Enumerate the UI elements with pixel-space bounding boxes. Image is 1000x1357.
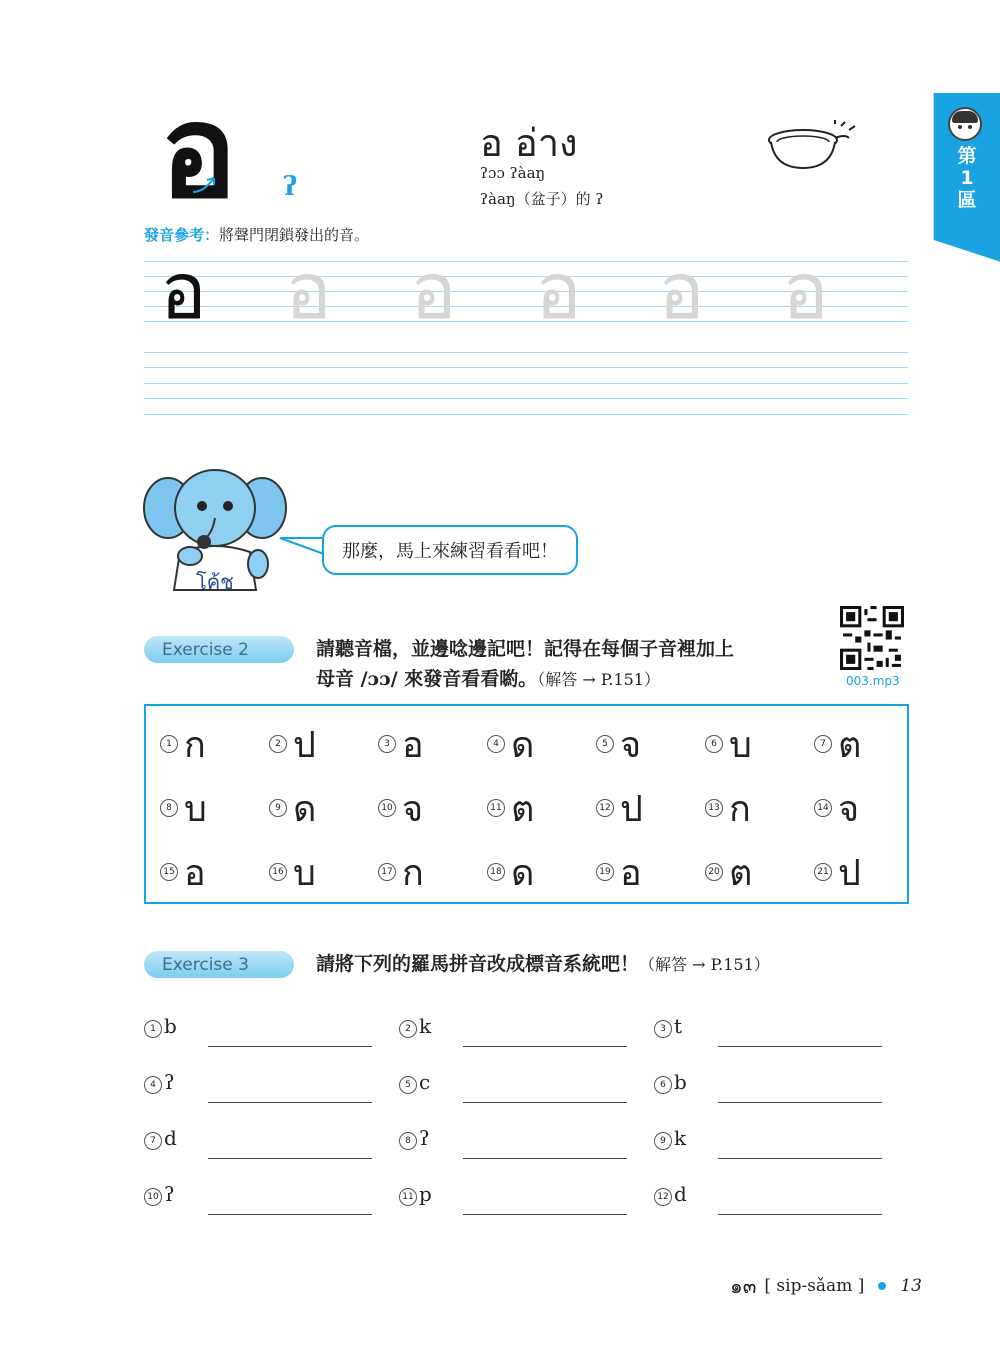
item-number: 17: [378, 863, 396, 881]
speech-bubble-tail: [278, 534, 326, 558]
exercise-2-instruction-line1: 請聽音檔，並邊唸邊記吧！記得在每個子音裡加上: [316, 638, 735, 660]
answer-blank[interactable]: [208, 1214, 372, 1215]
exercise-2-item: [596, 778, 704, 838]
exercise-3-item: [144, 1178, 384, 1218]
item-letter: t: [674, 1014, 683, 1038]
exercise-3-item: [144, 1066, 384, 1106]
example-word-thai: อ อ่าง: [480, 121, 578, 165]
item-number: 9: [269, 799, 287, 817]
item-letter: ก: [402, 852, 424, 894]
answer-blank[interactable]: [718, 1214, 882, 1215]
item-letter: d: [674, 1182, 687, 1206]
page-number: 13: [900, 1276, 922, 1296]
exercise-2-item: [378, 842, 486, 902]
item-letter: ป: [838, 852, 861, 894]
exercise-3-item: [654, 1178, 894, 1218]
consonant-large: อ: [160, 78, 237, 227]
item-letter: k: [674, 1126, 687, 1150]
speech-bubble: [322, 525, 578, 575]
speech-bubble-text: 那麼，馬上來練習看看吧！: [342, 541, 558, 562]
item-letter: ʔ: [164, 1070, 175, 1094]
item-letter: ด: [511, 852, 535, 894]
exercise-2-item: [487, 714, 595, 774]
item-letter: ต: [838, 724, 862, 766]
exercise-2-item: [814, 842, 922, 902]
answer-blank[interactable]: [463, 1046, 627, 1047]
exercise-2-item: [269, 714, 377, 774]
practice-letter-trace: อ: [410, 247, 457, 337]
exercise-3-label: Exercise 3: [144, 951, 294, 978]
item-letter: c: [419, 1070, 431, 1094]
item-number: 3: [378, 735, 396, 753]
exercise-2-instruction-line2: 母音 /ɔɔ/ 來發音看看喲。: [316, 668, 538, 690]
item-number: 11: [487, 799, 505, 817]
pronunciation-hint: [144, 224, 369, 245]
guide-line: [144, 352, 908, 353]
exercise-3-item: [654, 1066, 894, 1106]
exercise-2-item: [596, 842, 704, 902]
exercise-2-item: [596, 714, 704, 774]
item-letter: บ: [184, 788, 207, 830]
footer-romanized: [ sip-sǎam ]: [764, 1276, 865, 1296]
item-letter: จ: [402, 788, 424, 830]
exercise-2-item: [705, 842, 813, 902]
item-number: 14: [814, 799, 832, 817]
item-letter: บ: [293, 852, 316, 894]
item-letter: ด: [293, 788, 317, 830]
basin-illustration-icon: [765, 120, 861, 176]
exercise-2-item: [814, 778, 922, 838]
item-number: 15: [160, 863, 178, 881]
item-letter: ʔ: [419, 1126, 430, 1150]
item-letter: ต: [729, 852, 753, 894]
answer-blank[interactable]: [463, 1214, 627, 1215]
item-number: 11: [399, 1188, 417, 1206]
pronunciation-hint-label: 發音參考：: [144, 226, 220, 244]
exercise-2-answer-ref: （解答 → P.151）: [537, 670, 660, 689]
exercise-3-instruction: [316, 949, 770, 980]
page-footer: [730, 1270, 922, 1302]
item-number: 8: [399, 1132, 417, 1150]
guide-line: [144, 398, 908, 399]
item-number: 7: [814, 735, 832, 753]
item-number: 20: [705, 863, 723, 881]
exercise-2-item: [378, 714, 486, 774]
item-letter: b: [164, 1014, 177, 1038]
item-number: 10: [144, 1188, 162, 1206]
answer-blank[interactable]: [208, 1158, 372, 1159]
guide-line: [144, 367, 908, 368]
answer-blank[interactable]: [463, 1158, 627, 1159]
item-letter: ป: [620, 788, 643, 830]
item-number: 19: [596, 863, 614, 881]
item-letter: อ: [620, 852, 642, 894]
item-number: 12: [596, 799, 614, 817]
item-letter: d: [164, 1126, 177, 1150]
answer-blank[interactable]: [718, 1158, 882, 1159]
item-letter: ก: [729, 788, 751, 830]
exercise-3-item: [654, 1122, 894, 1162]
practice-letter-model: อ: [160, 247, 207, 337]
exercise-3-item: [654, 1010, 894, 1050]
item-letter: k: [419, 1014, 432, 1038]
item-number: 2: [399, 1020, 417, 1038]
pronunciation-hint-text: 將聲門閉鎖發出的音。: [219, 226, 370, 244]
exercise-2-grid: [144, 704, 909, 904]
item-letter: บ: [729, 724, 752, 766]
item-number: 7: [144, 1132, 162, 1150]
stroke-direction-arrow-icon: [190, 170, 222, 196]
example-word-transliteration: ʔɔɔ ʔàaŋ: [480, 164, 546, 182]
answer-blank[interactable]: [208, 1046, 372, 1047]
exercise-2-item: [814, 714, 922, 774]
item-letter: p: [419, 1182, 432, 1206]
exercise-2-item: [160, 778, 268, 838]
exercise-3-answer-ref: （解答 → P.151）: [639, 955, 770, 974]
exercise-3-item: [399, 1010, 639, 1050]
item-letter: ด: [511, 724, 535, 766]
practice-letter-trace: อ: [285, 247, 332, 337]
item-number: 4: [487, 735, 505, 753]
item-letter: ต: [511, 788, 535, 830]
exercise-3-item: [399, 1178, 639, 1218]
exercise-2-item: [705, 778, 813, 838]
item-number: 5: [596, 735, 614, 753]
item-number: 6: [654, 1076, 672, 1094]
item-letter: ป: [293, 724, 316, 766]
item-number: 16: [269, 863, 287, 881]
guide-line: [144, 414, 908, 415]
exercise-2-item: [487, 778, 595, 838]
footer-dot-icon: [878, 1282, 886, 1290]
item-letter: ʔ: [164, 1182, 175, 1206]
exercise-3-item: [144, 1122, 384, 1162]
chapter-tab-label: 第1區: [957, 145, 977, 211]
example-word-meaning: ʔàaŋ（盆子）的 ʔ: [480, 190, 604, 208]
answer-blank[interactable]: [463, 1102, 627, 1103]
item-number: 4: [144, 1076, 162, 1094]
audio-file-label: 003.mp3: [846, 674, 900, 688]
item-number: 3: [654, 1020, 672, 1038]
item-number: 12: [654, 1188, 672, 1206]
phonetic-symbol: ʔ: [283, 172, 298, 202]
item-number: 2: [269, 735, 287, 753]
exercise-3-item: [399, 1066, 639, 1106]
answer-blank[interactable]: [718, 1102, 882, 1103]
answer-blank[interactable]: [718, 1046, 882, 1047]
practice-letter-trace: อ: [535, 247, 582, 337]
exercise-2-item: [487, 842, 595, 902]
item-letter: อ: [402, 724, 424, 766]
item-letter: b: [674, 1070, 687, 1094]
item-number: 13: [705, 799, 723, 817]
exercise-2-item: [160, 842, 268, 902]
qr-code-icon[interactable]: [840, 606, 904, 670]
exercise-3-item: [399, 1122, 639, 1162]
item-letter: จ: [620, 724, 642, 766]
exercise-2-instruction: [316, 634, 734, 695]
item-letter: จ: [838, 788, 860, 830]
item-number: 1: [160, 735, 178, 753]
practice-letter-trace: อ: [658, 247, 705, 337]
item-number: 6: [705, 735, 723, 753]
exercise-3-item: [144, 1010, 384, 1050]
item-number: 10: [378, 799, 396, 817]
item-number: 9: [654, 1132, 672, 1150]
avatar-icon: [948, 107, 982, 141]
footer-thai-number: ๑๓: [730, 1274, 757, 1298]
exercise-2-label: Exercise 2: [144, 636, 294, 663]
item-number: 21: [814, 863, 832, 881]
item-letter: ก: [184, 724, 206, 766]
item-letter: อ: [184, 852, 206, 894]
chapter-tab: [933, 93, 1000, 240]
item-number: 18: [487, 863, 505, 881]
item-number: 8: [160, 799, 178, 817]
exercise-3-instruction-text: 請將下列的羅馬拼音改成標音系統吧！: [316, 953, 640, 975]
item-number: 5: [399, 1076, 417, 1094]
practice-letter-trace: อ: [782, 247, 829, 337]
exercise-2-item: [705, 714, 813, 774]
item-number: 1: [144, 1020, 162, 1038]
exercise-2-item: [269, 842, 377, 902]
mascot-shirt-text: โค้ช: [196, 570, 234, 594]
answer-blank[interactable]: [208, 1102, 372, 1103]
exercise-2-item: [160, 714, 268, 774]
guide-line: [144, 383, 908, 384]
exercise-2-item: [378, 778, 486, 838]
exercise-2-item: [269, 778, 377, 838]
